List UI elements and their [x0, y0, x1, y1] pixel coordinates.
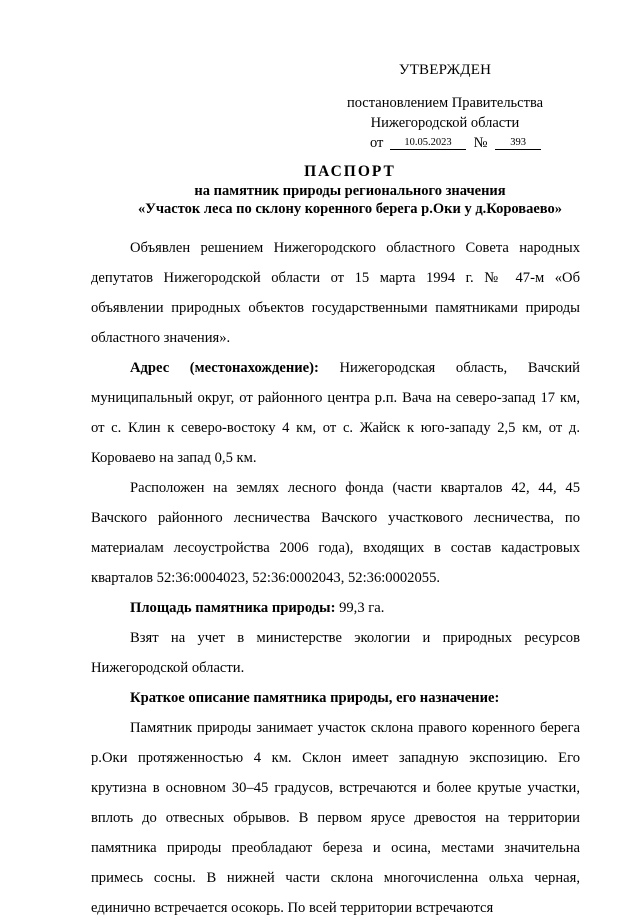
- address-label: Адрес (местонахождение):: [130, 360, 319, 376]
- approval-date: 10.05.2023: [390, 136, 466, 150]
- paragraph-description-heading: [91, 683, 580, 713]
- approval-number: 393: [495, 136, 541, 150]
- approval-number-sign: №: [473, 135, 488, 151]
- approval-line-1: постановлением Правительства: [346, 95, 544, 111]
- paragraph-description: Памятник природы занимает участок склона правого коренного берега р.Оки протяженностью 4 км. Склон имеет западную экспозицию. Его крутизна в основном 30–45 градусов, встречаются и более крутые участки, вплоть до отвесных обрывов. В первом ярусе древостоя на территории памятника природы преобладают береза и осина, местами значительна примесь сосны. В нижней части склона многочисленна ольха черная, единично встречается осокорь. По всей территории встречаются: [91, 720, 580, 916]
- approval-line-2: Нижегородской области: [370, 115, 520, 131]
- title-main: ПАСПОРТ: [304, 163, 396, 180]
- area-text: 99,3 га.: [335, 600, 385, 616]
- address-text: Нижегородская область, Вачский муниципальный округ, от районного центра р.п. Вача на северо-запад 17 км, от с. Клин к северо-востоку 4 км, от с. Жайск к юго-западу 2,5 км, от д. Короваево на запад 0,5 км.: [91, 360, 580, 466]
- description-label: Краткое описание памятника природы, его назначение:: [130, 690, 500, 706]
- paragraph-area: [91, 593, 580, 623]
- area-label: Площадь памятника природы:: [130, 600, 336, 616]
- document-body: [91, 233, 580, 923]
- paragraph-decision: Объявлен решением Нижегородского областного Совета народных депутатов Нижегородской области от 15 марта 1994 г. № 47-м «Об объявлении природных объектов государственными памятниками природы областного значения».: [91, 240, 580, 346]
- document-title: [60, 162, 640, 218]
- paragraph-address: [91, 353, 580, 473]
- paragraph-location: Расположен на землях лесного фонда (части кварталов 42, 44, 45 Вачского районного лесничества Вачского участкового лесничества, по материалам лесоустройства 2006 года), входящих в состав кадастровых кварталов 52:36:0004023, 52:36:0002043, 52:36:0002055.: [91, 480, 580, 586]
- approval-heading: УТВЕРЖДЕН: [398, 62, 492, 78]
- approval-date-row: [330, 133, 560, 153]
- approval-from-label: от: [370, 135, 384, 151]
- title-sub-2: «Участок леса по склону коренного берега р.Оки у д.Короваево»: [137, 201, 563, 217]
- title-sub-1: на памятник природы регионального значения: [194, 183, 506, 199]
- approval-stamp: [330, 60, 560, 153]
- paragraph-registration: Взят на учет в министерстве экологии и природных ресурсов Нижегородской области.: [91, 630, 580, 676]
